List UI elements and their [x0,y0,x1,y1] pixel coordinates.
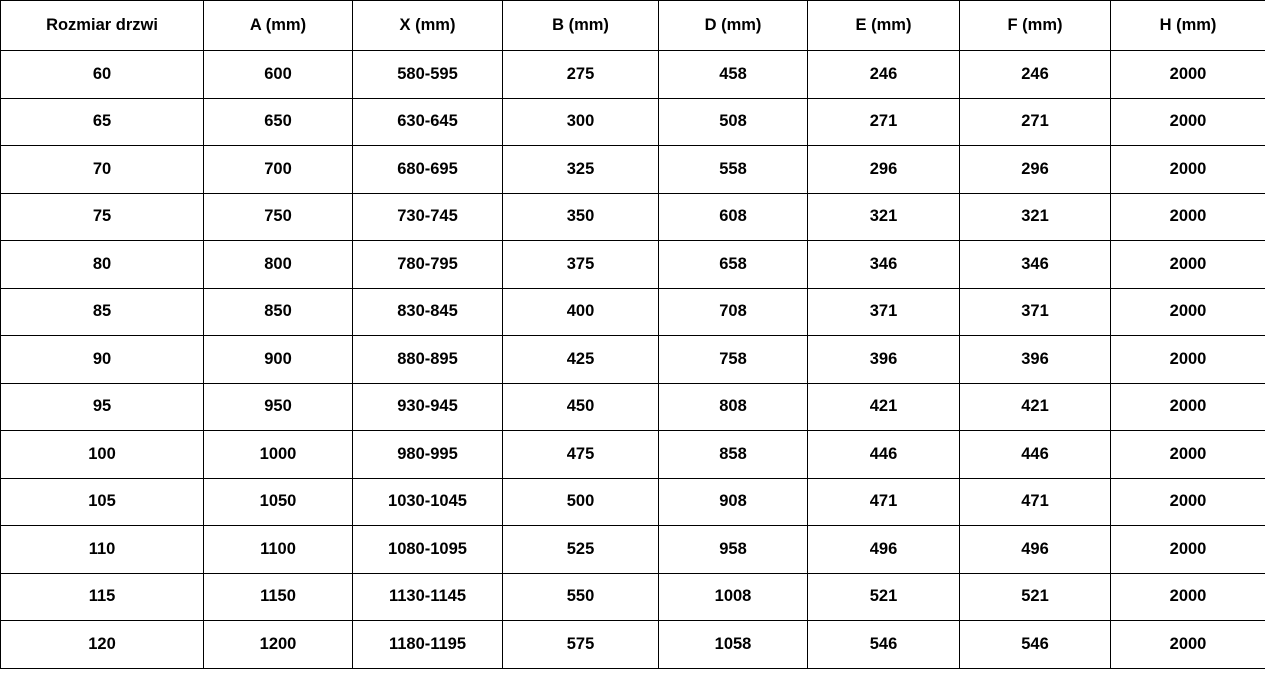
table-cell: 80 [1,241,204,289]
table-cell: 950 [204,383,353,431]
table-cell: 421 [808,383,960,431]
table-cell: 521 [808,573,960,621]
table-cell: 800 [204,241,353,289]
table-cell: 458 [659,51,808,99]
column-header-rozmiar-drzwi: Rozmiar drzwi [1,1,204,51]
table-cell: 296 [960,146,1111,194]
table-cell: 575 [503,621,659,669]
table-cell: 808 [659,383,808,431]
table-cell: 2000 [1111,146,1265,194]
table-cell: 246 [960,51,1111,99]
table-cell: 508 [659,98,808,146]
table-row [1,573,1265,621]
table-row [1,336,1265,384]
table-cell: 500 [503,478,659,526]
table-cell: 2000 [1111,98,1265,146]
table-cell: 1100 [204,526,353,574]
table-cell: 1080-1095 [353,526,503,574]
table-cell: 75 [1,193,204,241]
table-cell: 608 [659,193,808,241]
table-cell: 758 [659,336,808,384]
table-cell: 271 [808,98,960,146]
table-cell: 450 [503,383,659,431]
table-cell: 400 [503,288,659,336]
table-cell: 630-645 [353,98,503,146]
table-row [1,51,1265,99]
table-cell: 350 [503,193,659,241]
table-cell: 60 [1,51,204,99]
table-row [1,193,1265,241]
table-cell: 105 [1,478,204,526]
table-cell: 1058 [659,621,808,669]
table-cell: 375 [503,241,659,289]
table-cell: 858 [659,431,808,479]
table-cell: 371 [960,288,1111,336]
table-row [1,431,1265,479]
table-cell: 1150 [204,573,353,621]
table-cell: 85 [1,288,204,336]
column-header-f: F (mm) [960,1,1111,51]
table-cell: 830-845 [353,288,503,336]
table-cell: 346 [960,241,1111,289]
table-cell: 880-895 [353,336,503,384]
table-cell: 1008 [659,573,808,621]
table-cell: 550 [503,573,659,621]
column-header-h: H (mm) [1111,1,1265,51]
column-header-x: X (mm) [353,1,503,51]
table-cell: 271 [960,98,1111,146]
table-cell: 700 [204,146,353,194]
table-cell: 496 [960,526,1111,574]
table-cell: 65 [1,98,204,146]
table-cell: 546 [808,621,960,669]
table-cell: 396 [960,336,1111,384]
table-cell: 525 [503,526,659,574]
table-cell: 275 [503,51,659,99]
table-cell: 900 [204,336,353,384]
table-cell: 708 [659,288,808,336]
table-cell: 580-595 [353,51,503,99]
table-cell: 750 [204,193,353,241]
table-cell: 1030-1045 [353,478,503,526]
table-cell: 908 [659,478,808,526]
table-row [1,478,1265,526]
table-cell: 90 [1,336,204,384]
table-cell: 2000 [1111,526,1265,574]
table-cell: 2000 [1111,193,1265,241]
table-cell: 296 [808,146,960,194]
table-cell: 730-745 [353,193,503,241]
table-cell: 115 [1,573,204,621]
table-cell: 1050 [204,478,353,526]
table-cell: 2000 [1111,51,1265,99]
table-cell: 70 [1,146,204,194]
table-cell: 446 [808,431,960,479]
column-header-e: E (mm) [808,1,960,51]
table-header-row [1,1,1265,51]
table-cell: 546 [960,621,1111,669]
table-row [1,146,1265,194]
table-cell: 650 [204,98,353,146]
table-cell: 558 [659,146,808,194]
table-cell: 850 [204,288,353,336]
table-cell: 325 [503,146,659,194]
table-row [1,621,1265,669]
table-row [1,98,1265,146]
table-cell: 100 [1,431,204,479]
table-cell: 2000 [1111,573,1265,621]
column-header-d: D (mm) [659,1,808,51]
table-cell: 1180-1195 [353,621,503,669]
table-cell: 2000 [1111,383,1265,431]
table-cell: 2000 [1111,478,1265,526]
table-cell: 346 [808,241,960,289]
column-header-b: B (mm) [503,1,659,51]
table-cell: 980-995 [353,431,503,479]
table-cell: 930-945 [353,383,503,431]
table-cell: 300 [503,98,659,146]
table-cell: 471 [960,478,1111,526]
table-cell: 780-795 [353,241,503,289]
table-cell: 1130-1145 [353,573,503,621]
table-cell: 475 [503,431,659,479]
table-cell: 446 [960,431,1111,479]
table-cell: 2000 [1111,241,1265,289]
table-row [1,241,1265,289]
table-cell: 471 [808,478,960,526]
table-cell: 371 [808,288,960,336]
table-cell: 110 [1,526,204,574]
table-cell: 496 [808,526,960,574]
table-cell: 321 [960,193,1111,241]
table-cell: 425 [503,336,659,384]
table-row [1,526,1265,574]
table-cell: 2000 [1111,621,1265,669]
table-cell: 680-695 [353,146,503,194]
table-cell: 1200 [204,621,353,669]
table-row [1,383,1265,431]
table-cell: 958 [659,526,808,574]
table-cell: 120 [1,621,204,669]
table-cell: 521 [960,573,1111,621]
table-cell: 246 [808,51,960,99]
table-cell: 1000 [204,431,353,479]
column-header-a: A (mm) [204,1,353,51]
table-cell: 396 [808,336,960,384]
table-cell: 2000 [1111,431,1265,479]
table-row [1,288,1265,336]
table-cell: 95 [1,383,204,431]
table-cell: 2000 [1111,288,1265,336]
table-cell: 658 [659,241,808,289]
table-cell: 2000 [1111,336,1265,384]
table-cell: 421 [960,383,1111,431]
table-cell: 321 [808,193,960,241]
table-cell: 600 [204,51,353,99]
